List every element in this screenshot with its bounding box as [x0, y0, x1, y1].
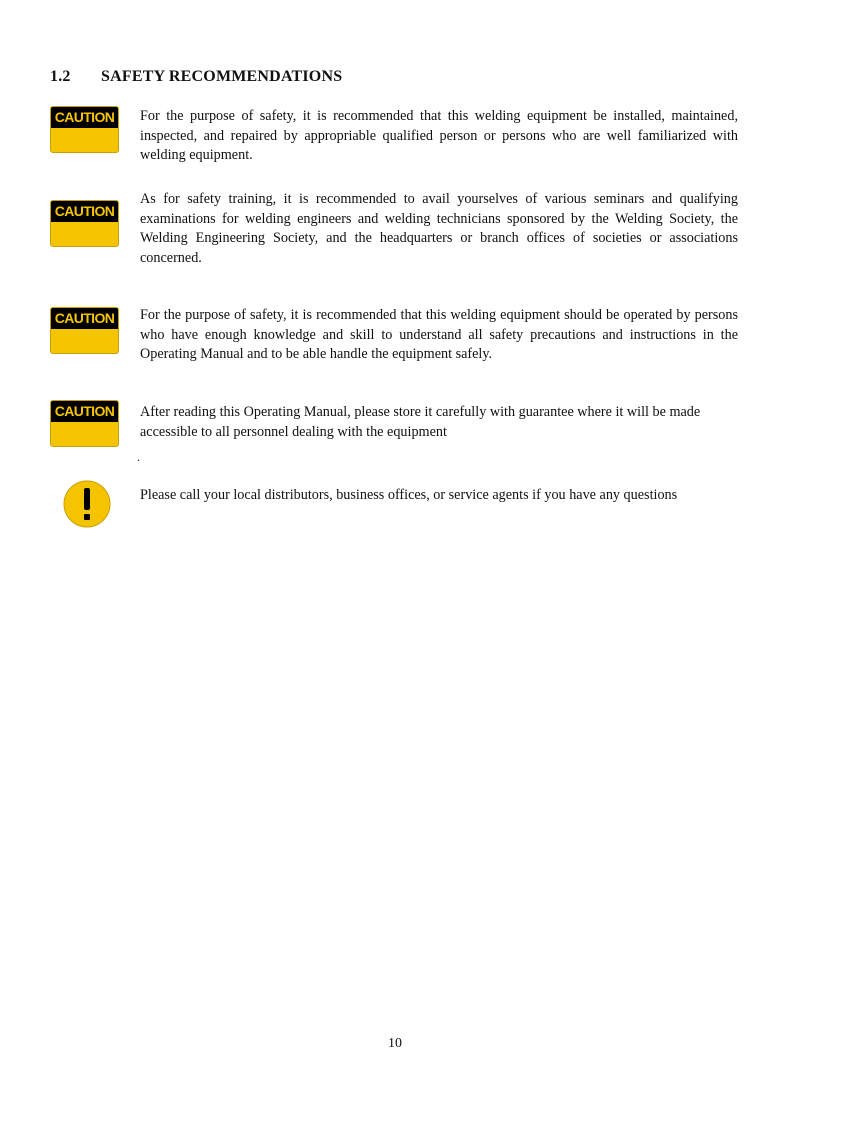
caution-sign-icon [50, 200, 119, 247]
safety-paragraph-contact: Please call your local distributors, business offices, or service agents if you have any questions [140, 487, 678, 503]
caution-sign-icon [50, 400, 119, 447]
safety-paragraph-training: As for safety training, it is recommended to avail yourselves of various seminars and qualifying examinations for welding engineers and welding technicians sponsored by the Welding Society, the Welding Engineering Society, and the headquarters or branch offices of societies or associations concerned. [140, 191, 738, 266]
exclamation-warning-icon [63, 480, 111, 528]
caution-label: CAUTION [54, 109, 115, 125]
section-heading [50, 68, 342, 86]
caution-label: CAUTION [54, 403, 115, 419]
safety-paragraph-installation: For the purpose of safety, it is recommended that this welding equipment be installed, maintained, inspected, and repaired by appropriable qualified person or persons who are well familiarized with welding equipment. [140, 108, 738, 164]
caution-label: CAUTION [54, 310, 115, 326]
caution-sign-icon [50, 106, 119, 153]
page-number: 10 [388, 1036, 402, 1051]
section-title: SAFETY RECOMMENDATIONS [101, 68, 343, 85]
section-number: 1.2 [50, 68, 71, 85]
caution-sign-icon [50, 307, 119, 354]
safety-paragraph-operation: For the purpose of safety, it is recommended that this welding equipment should be operated by persons who have enough knowledge and skill to understand all safety precautions and instructions in the Operating Manual and to be able handle the equipment safely. [140, 307, 738, 363]
caution-label: CAUTION [54, 203, 115, 219]
safety-paragraph-manual-storage: After reading this Operating Manual, please store it carefully with guarantee where it will be made accessible to all personnel dealing with the equipment [140, 404, 701, 440]
stray-dot: . [137, 450, 140, 464]
